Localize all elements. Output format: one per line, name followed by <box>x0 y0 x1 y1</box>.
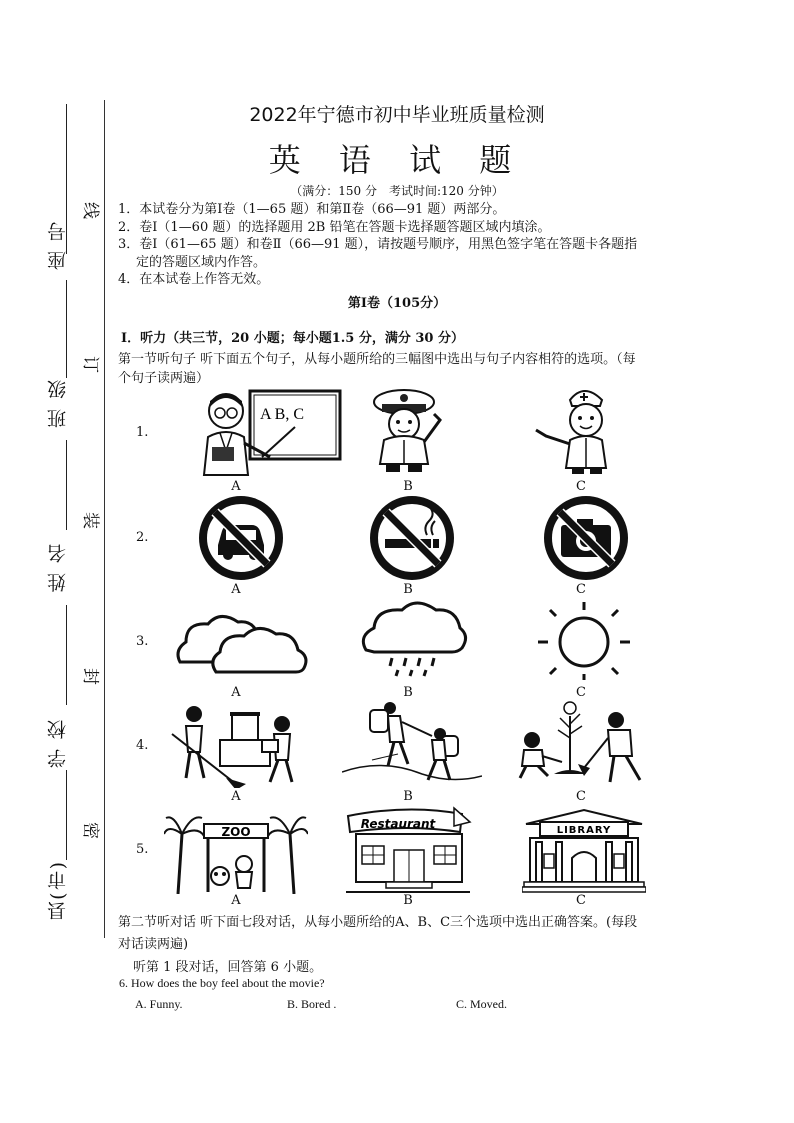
question-number: 3. <box>136 634 149 649</box>
county-label: 县(市) <box>47 860 69 921</box>
school-blank <box>66 605 67 705</box>
tree-planting-icon <box>514 698 660 788</box>
sunny-icon <box>536 600 632 680</box>
option-label: B <box>403 789 413 804</box>
cloudy-icon <box>172 610 312 676</box>
option-label: C <box>576 685 586 700</box>
option-label: C <box>576 893 586 908</box>
seat-label: 座号 <box>47 212 69 270</box>
option-label: C <box>576 582 586 597</box>
county-blank <box>66 770 67 860</box>
section1-instructions-2: 个句子读两遍） <box>118 371 210 386</box>
option-label: A <box>231 582 241 597</box>
no-parking-icon <box>198 495 284 581</box>
doctor-icon <box>532 384 632 476</box>
instruction-item: 3．卷Ⅰ（61—65 题）和卷Ⅱ（66—91 题），请按题号顺序，用黑色签字笔在答题卡各题指 <box>118 237 638 252</box>
option-label: A <box>231 789 241 804</box>
option-label: B <box>403 685 413 700</box>
class-label: 班级 <box>47 370 69 428</box>
section2-instructions-1: 第二节听对话 听下面七段对话，从每小题所给的A、B、C三个选项中选出正确答案。(每段 <box>118 915 638 930</box>
option-label: C <box>576 789 586 804</box>
exam-meta: （满分：150 分 考试时间:120 分钟） <box>290 184 504 198</box>
library-icon <box>522 806 646 894</box>
bind-char-feng: 封 <box>80 668 100 685</box>
restaurant-sign-text: Restaurant <box>360 817 436 831</box>
listening-heading: Ⅰ．听力（共三节，20 小题；每小题1.5 分，满分 30 分） <box>121 331 464 346</box>
restaurant-icon <box>342 806 474 894</box>
school-label: 学校 <box>47 710 69 768</box>
subject-title: 英 语 试 题 <box>268 141 526 179</box>
option-label: B <box>403 893 413 908</box>
bind-char-xian: 线 <box>80 202 100 219</box>
option-a: A. Funny. <box>135 997 183 1011</box>
option-label: A <box>231 685 241 700</box>
zoo-icon <box>164 804 308 894</box>
question-number: 1. <box>136 425 149 440</box>
bind-char-mi: 密 <box>80 822 100 839</box>
police-officer-icon <box>360 384 450 476</box>
rainy-icon <box>358 600 468 680</box>
part1-title: 第Ⅰ卷（105分） <box>347 296 447 311</box>
name-blank <box>66 440 67 530</box>
library-sign-text: LIBRARY <box>556 825 612 836</box>
option-label: B <box>403 479 413 494</box>
hiking-icon <box>342 700 482 788</box>
instruction-item: 1．本试卷分为第Ⅰ卷（1—65 题）和第Ⅱ卷（66—91 题）两部分。 <box>118 202 506 217</box>
instruction-item: 定的答题区域内作答。 <box>136 254 267 270</box>
zoo-sign-text: ZOO <box>221 825 251 839</box>
bind-char-ding: 订 <box>80 356 100 373</box>
dialog-1-prompt: 听第 1 段对话，回答第 6 小题。 <box>133 960 323 975</box>
option-label: A <box>231 893 241 908</box>
instructions <box>118 201 688 289</box>
bind-char-zhuang: 装 <box>80 512 100 529</box>
option-label: C <box>576 479 586 494</box>
section1-instructions-1: 第一节听句子 听下面五个句子，从每小题所给的三幅图中选出与句子内容相符的选项。（每 <box>118 352 636 367</box>
no-photography-icon <box>543 495 629 581</box>
section2-instructions-2: 对话读两遍) <box>118 937 189 952</box>
question-6: 6. How does the boy feel about the movie? <box>119 976 325 990</box>
option-b: B. Bored . <box>287 997 337 1011</box>
instruction-item: 2．卷Ⅰ（1—60 题）的选择题用 2B 铅笔在答题卡选择题答题区域内填涂。 <box>118 219 551 235</box>
question-number: 4. <box>136 738 149 753</box>
teacher-icon <box>190 385 345 477</box>
board-text: A B, C <box>260 406 305 423</box>
cleaning-icon <box>170 700 300 788</box>
question-number: 5. <box>136 842 149 857</box>
option-label: B <box>403 582 413 597</box>
option-c: C. Moved. <box>456 997 507 1011</box>
name-label: 姓名 <box>47 534 69 592</box>
option-label: A <box>231 479 241 494</box>
exam-title: 2022年宁德市初中毕业班质量检测 <box>249 104 545 126</box>
instruction-item: 4．在本试卷上作答无效。 <box>118 272 270 287</box>
question-number: 2. <box>136 530 149 545</box>
no-smoking-icon <box>369 495 455 581</box>
